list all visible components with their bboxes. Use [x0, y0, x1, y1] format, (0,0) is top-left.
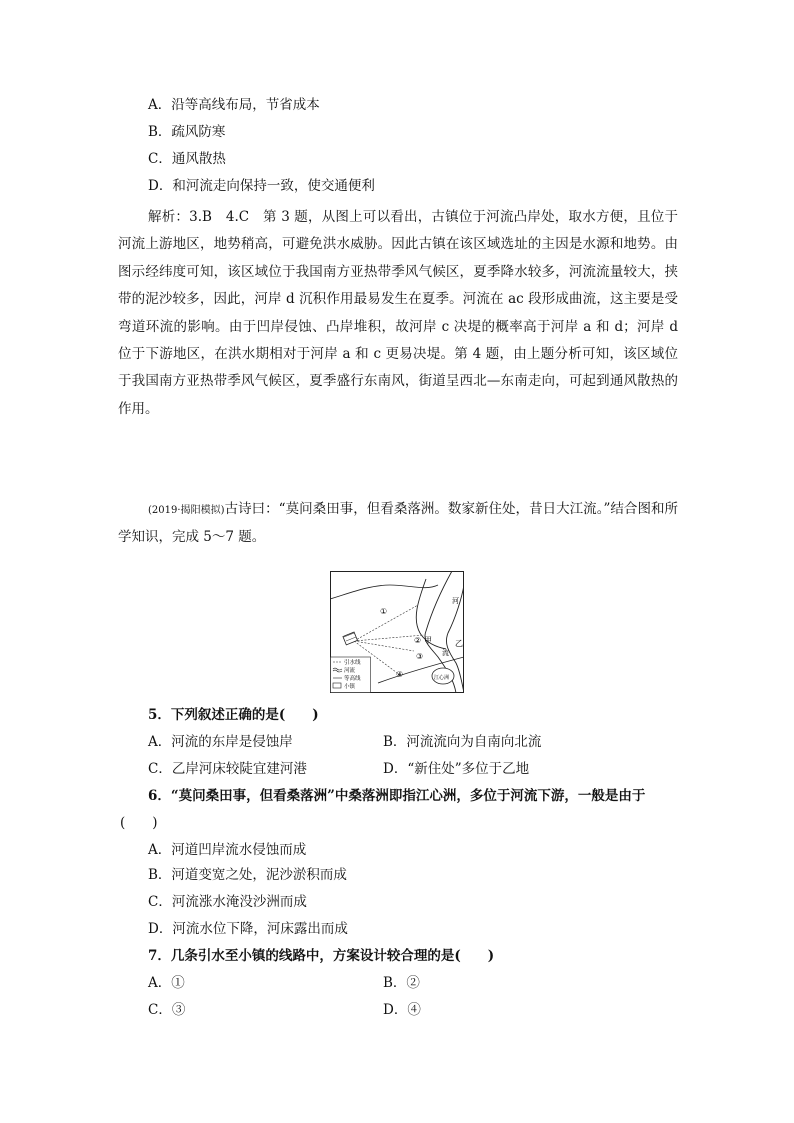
q7-option-a: A．①: [148, 975, 185, 991]
marker-2: ②: [414, 636, 422, 645]
marker-1: ①: [380, 607, 388, 616]
analysis-paragraph: [118, 204, 678, 423]
legend-town: 小镇: [344, 684, 356, 690]
q6-option-d: D．河流水位下降，河床露出而成: [148, 921, 348, 937]
q4-option-c: C．通风散热: [148, 151, 226, 167]
q5-option-a: A．河流的东岸是侵蚀岸: [148, 734, 293, 750]
legend-river: 河流: [344, 668, 356, 674]
label-jia: 甲: [424, 636, 432, 645]
label-river-1: 河: [452, 597, 459, 605]
q4-option-d: D．和河流走向保持一致，使交通便利: [148, 178, 375, 194]
q4-option-b: B．疏风防寒: [148, 124, 226, 140]
q6-paren: ( ): [120, 815, 158, 831]
q6-option-a: A．河道凹岸流水侵蚀而成: [148, 842, 307, 858]
marker-4: ④: [396, 670, 404, 679]
legend-diversion-line: 引水线: [344, 660, 361, 666]
q6-option-c: C．河流涨水淹没沙洲而成: [148, 894, 307, 910]
intro-paragraph: [118, 496, 678, 552]
river-map-figure: [330, 571, 464, 693]
q7-option-d: D．④: [383, 1002, 421, 1018]
legend-contour: 等高线: [344, 676, 361, 682]
label-river-2: 流: [442, 649, 449, 657]
q7-stem: 7．几条引水至小镇的线路中，方案设计较合理的是( ): [148, 948, 495, 964]
q5-option-c: C．乙岸河床较陡宜建河港: [148, 761, 307, 777]
intro-text: 古诗曰：“莫问桑田事，但看桑落洲。数家新住处，昔日大江流。”结合图和所学知识，完成 5～7 题。: [118, 501, 678, 546]
q6-option-b: B．河道变宽之处，泥沙淤积而成: [148, 867, 347, 883]
analysis-text: 3.B 4.C 第 3 题，从图上可以看出，古镇位于河流凸岸处，取水方便，且位于河流上游地区，地势稍高，可避免洪水威胁。因此古镇在该区域选址的主因是水源和地势。由图示经纬度可知，该区域位于我国南方亚热带季风气候区，夏季降水较多，河流流量较大，挟带的泥沙较多，因此，河岸 d 沉积作用最易发生在夏季。河流在 ac 段形成曲流，这主要是受弯道环流的影响。由于凹岸侵蚀、凸岸堆积，故河岸 c 决堤的概率高于河岸 a 和 d；河岸 d 位于下游地区，在洪水期相对于河岸 a 和 c 更易决堤。第 4 题，由上题分析可知，该区域位于我国南方亚热带季风气候区，夏季盛行东南风，街道呈西北—东南走向，可起到通风散热的作用。: [118, 209, 679, 417]
q4-option-a: A．沿等高线布局，节省成本: [148, 97, 320, 113]
analysis-label: 解析：: [148, 209, 190, 225]
label-island: 江心洲: [434, 675, 450, 681]
marker-3: ③: [416, 652, 424, 661]
q5-stem: 5．下列叙述正确的是( ): [148, 707, 319, 723]
q5-option-d: D．“新住处”多位于乙地: [383, 761, 530, 777]
q7-option-c: C．③: [148, 1002, 186, 1018]
label-yi: 乙: [455, 639, 463, 648]
q6-stem: 6．“莫问桑田事，但看桑落洲”中桑落洲即指江心洲，多位于河流下游，一般是由于: [148, 788, 646, 804]
q5-option-b: B．河流流向为自南向北流: [383, 734, 542, 750]
intro-source: (2019·揭阳模拟): [148, 505, 225, 516]
q7-option-b: B．②: [383, 975, 420, 991]
